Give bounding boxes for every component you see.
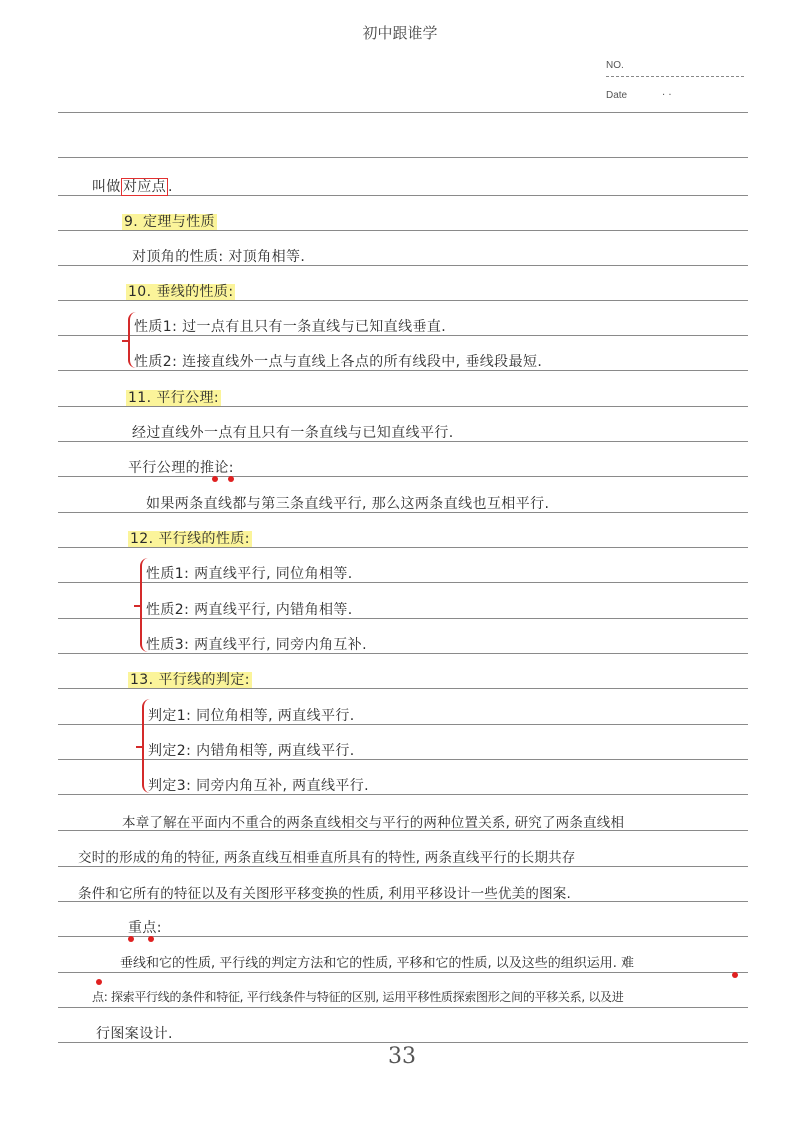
section-10-property-1: 性质1: 过一点有且只有一条直线与已知直线垂直. [134,319,447,335]
intro-suffix: . [168,179,173,195]
no-dashed-line [606,76,744,77]
key-points-line-1: 垂线和它的性质, 平行线的判定方法和它的性质, 平移和它的性质, 以及这些的组织运用. 难 [120,956,635,971]
section-9-title-text: 9. 定理与性质 [124,214,216,230]
key-points-line-3: 行图案设计. [96,1026,173,1042]
section-11-title-text: 11. 平行公理: [128,390,220,406]
no-label: NO. [606,60,624,71]
section-12-title [128,528,252,548]
section-11-line-2: 平行公理的推论: [128,460,234,476]
section-11-title [126,387,221,407]
section-13-title [128,669,252,689]
section-10-title [126,281,235,301]
section-13-criterion-2: 判定2: 内错角相等, 两直线平行. [148,743,355,759]
section-11-line-3: 如果两条直线都与第三条直线平行, 那么这两条直线也互相平行. [146,496,550,512]
section-10-title-text: 10. 垂线的性质: [128,284,234,300]
emphasis-dot [732,972,738,978]
watermark: 初中跟谁学 [362,24,438,42]
summary-line-3: 条件和它所有的特征以及有关图形平移变换的性质, 利用平移设计一些优美的图案. [78,886,571,902]
emphasis-dot [212,476,218,482]
section-12-property-3: 性质3: 两直线平行, 同旁内角互补. [146,637,368,653]
summary-line-1: 本章了解在平面内不重合的两条直线相交与平行的两种位置关系, 研究了两条直线相 [122,815,625,831]
intro-line [92,176,173,196]
summary-line-2: 交时的形成的角的特征, 两条直线互相垂直所具有的特性, 两条直线平行的长期共存 [78,850,576,866]
section-9-line: 对顶角的性质: 对顶角相等. [132,249,306,265]
section-13-criterion-3: 判定3: 同旁内角互补, 两直线平行. [148,778,370,794]
section-11-line-1: 经过直线外一点有且只有一条直线与已知直线平行. [132,425,454,441]
intro-prefix: 叫做 [92,179,121,195]
section-13-title-text: 13. 平行线的判定: [130,672,250,688]
section-12-property-1: 性质1: 两直线平行, 同位角相等. [146,566,353,582]
section-9-title [122,211,217,231]
emphasis-dot [96,979,102,985]
key-points-line-2: 点: 探索平行线的条件和特征, 平行线条件与特征的区别, 运用平移性质探索图形之间的平移关系, 以及进 [92,990,624,1004]
emphasis-dot [128,936,134,942]
date-label: Date [606,90,628,101]
emphasis-dot [148,936,154,942]
key-points-label: 重点: [128,920,162,936]
page-number: 33 [388,1044,416,1069]
section-13-criterion-1: 判定1: 同位角相等, 两直线平行. [148,708,355,724]
date-dots: · · [662,90,672,101]
section-10-property-2: 性质2: 连接直线外一点与直线上各点的所有线段中, 垂线段最短. [134,354,543,370]
emphasis-dot [228,476,234,482]
section-12-property-2: 性质2: 两直线平行, 内错角相等. [146,602,353,618]
section-12-title-text: 12. 平行线的性质: [130,531,250,547]
boxed-term: 对应点 [122,179,167,195]
